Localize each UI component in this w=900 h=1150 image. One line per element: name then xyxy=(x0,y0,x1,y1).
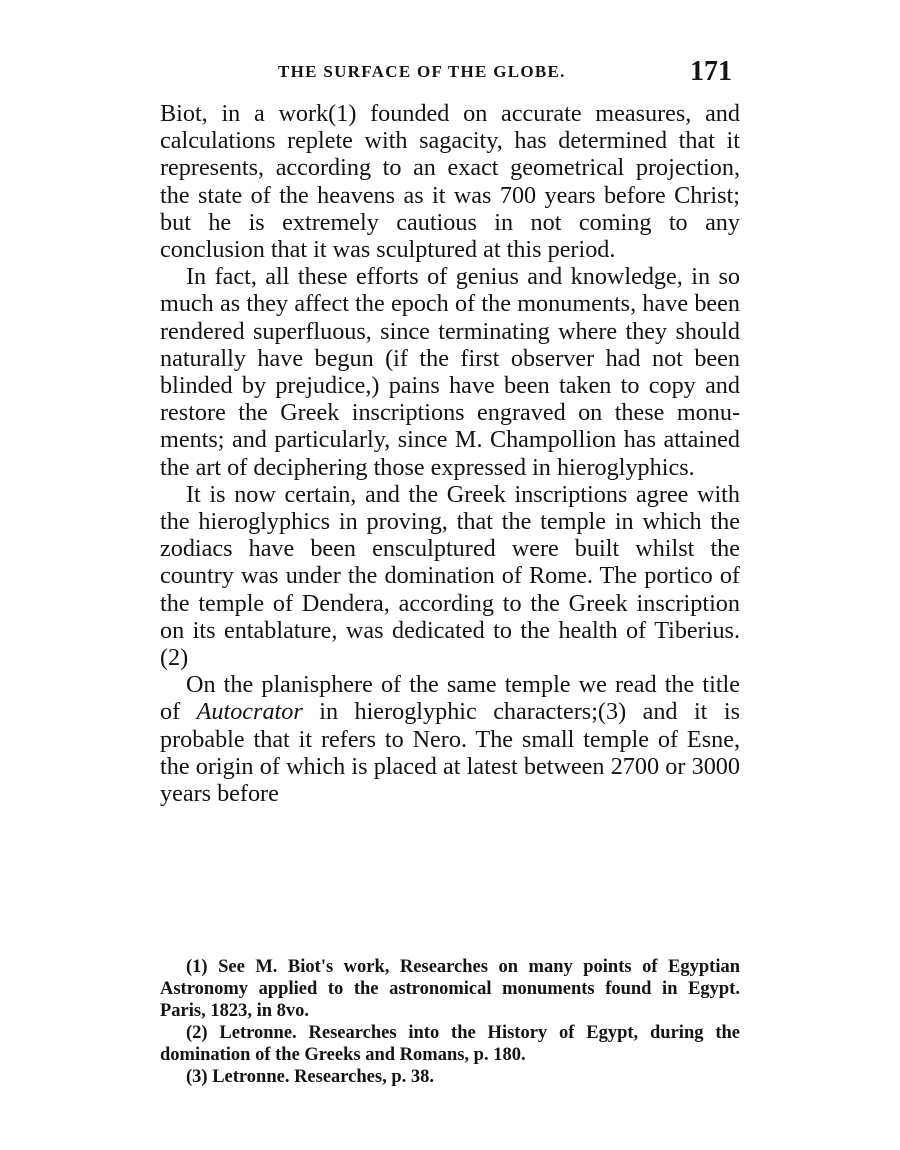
paragraph-4-text-after: in hieroglyphic characters;(3) and it is probable that it refers to Nero. The small temple of Esne, the origin of which is placed at latest between 2700 or 3000 years before xyxy=(160,698,740,808)
paragraph-1: Biot, in a work(1) founded on accurate measures, and calculations replete with sagacity, has determined that it represents, according to an exact geometrical projection, the state of the heavens as it was 700 years before Christ; but he is extremely cautious in not coming to any conclusion that it was sculptured at this period. xyxy=(160,100,740,264)
main-text xyxy=(160,100,740,807)
page-header xyxy=(278,58,738,90)
running-title: THE SURFACE OF THE GLOBE. xyxy=(278,62,566,81)
footnote-3: (3) Letronne. Researches, p. 38. xyxy=(186,1067,435,1087)
footnote-1: (1) See M. Biot's work, Researches on many points of Egyptian Astronomy applied to the astronomical monuments found in Egypt. Paris, 1823, in 8vo. xyxy=(160,957,740,1021)
paragraph-3: It is now certain, and the Greek inscriptions agree with the hieroglyphics in proving, that the temple in which the zodiacs have been ensculptured were built whilst the country was under the domination of Rome. The portico of the temple of Dendera, according to the Greek inscription on its entablature, was dedicated to the health of Tiberius. (2) xyxy=(160,480,740,672)
paragraph-2: In fact, all these efforts of genius and knowledge, in so much as they affect the epoch of the monuments, have been rendered superfluous, since terminating where they should naturally have begun (if the first observer had not been blinded by prejudice,) pains have been taken to copy and restore the Greek inscriptions engraved on these monuments; and particularly, since M. Champollion has attained the art of deciphering those expressed in hieroglyphics. xyxy=(160,263,740,481)
footnote-2: (2) Letronne. Researches into the History of Egypt, during the domination of the Greeks and Romans, p. 180. xyxy=(160,1023,740,1065)
page-number: 171 xyxy=(690,56,732,87)
italic-term: Autocrator xyxy=(196,698,303,726)
footnotes xyxy=(160,956,740,1088)
paragraph-4-text-before: On the planisphere of the same temple we read the title of xyxy=(160,671,740,726)
paragraph-4 xyxy=(160,671,740,807)
